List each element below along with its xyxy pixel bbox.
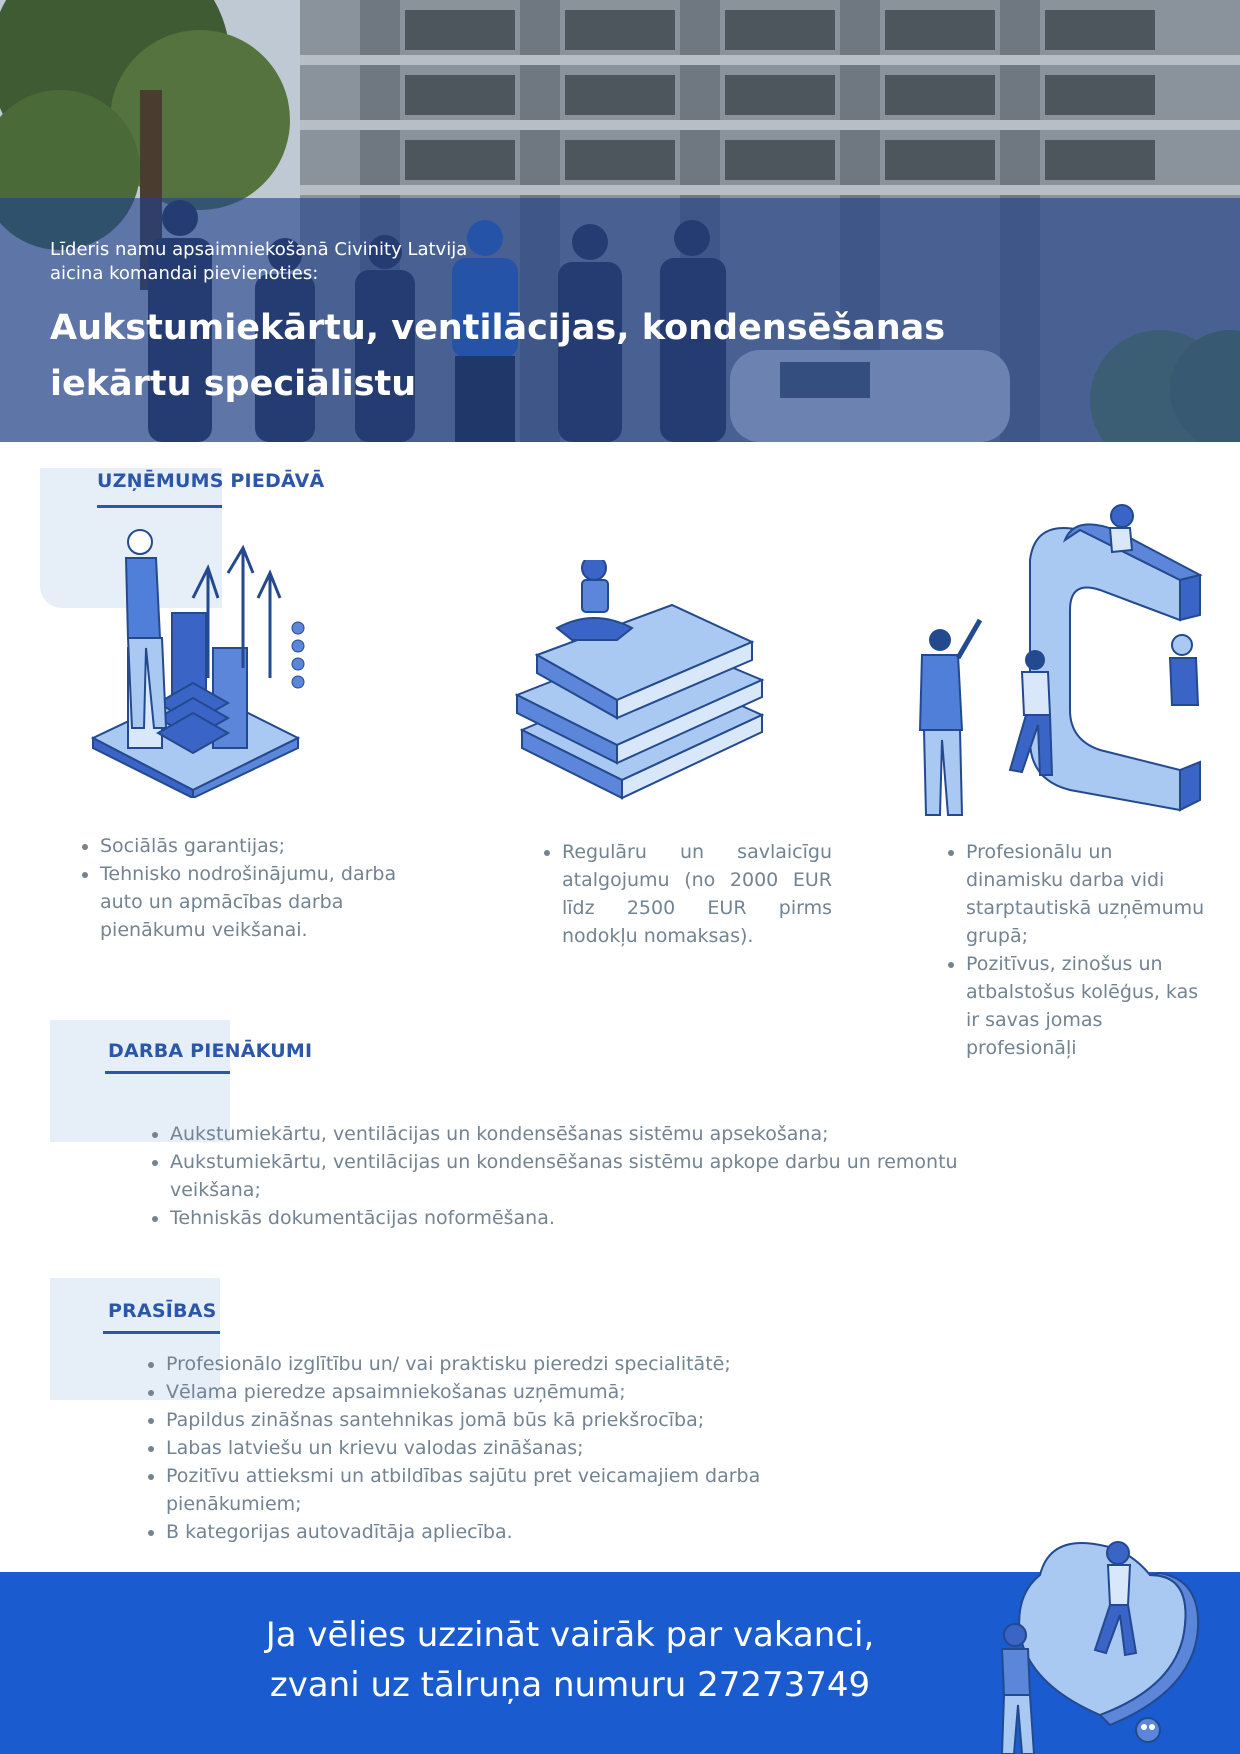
offers-heading: UZŅĒMUMS PIEDĀVĀ	[97, 470, 325, 492]
team-heart-illustration	[980, 1535, 1210, 1754]
hero-banner	[0, 0, 1240, 442]
page-title-line-1: Aukstumiekārtu, ventilācijas, kondensēšanas	[50, 308, 946, 348]
list-item: • Vēlama pieredze apsaimniekošanas uzņēmumā;	[166, 1378, 806, 1406]
list-item: • Pozitīvus, zinošus un atbalstošus kolēģus, kas ir savas jomas profesionāļi	[966, 950, 1206, 1062]
footer-line-1: Ja vēlies uzzināt vairāk par vakanci,	[265, 1615, 875, 1655]
hero-intro-line-1: Līderis namu apsaimniekošanā Civinity Latvija	[50, 239, 468, 260]
list-item: • Papildus zināšnas santehnikas jomā būs kā priekšrocība;	[166, 1406, 806, 1434]
requirements-list	[140, 1350, 806, 1546]
list-item: • Pozitīvu attieksmi un atbildības sajūtu pret veicamajiem darba pienākumiem;	[166, 1462, 806, 1518]
hero-intro-line-2: aicina komandai pievienoties:	[50, 263, 319, 284]
footer-line-2: zvani uz tālruņa numuru 27273749	[269, 1665, 871, 1705]
team-letter-c-illustration	[900, 500, 1210, 830]
offers-heading-underline	[97, 505, 222, 508]
offers-list-col3	[940, 838, 1206, 1062]
list-item: • Regulāru un savlaicīgu atalgojumu (no 2000 EUR līdz 2500 EUR pirms nodokļu nomaksas).	[562, 838, 832, 950]
hero-intro	[50, 238, 570, 286]
list-item: • Aukstumiekārtu, ventilācijas un kondensēšanas sistēmu apsekošana;	[170, 1120, 1000, 1148]
list-item: • Sociālās garantijas;	[100, 832, 400, 860]
list-item: • Profesionālo izglītību un/ vai praktisku pieredzi specialitātē;	[166, 1350, 806, 1378]
books-reader-illustration	[512, 560, 772, 805]
list-item: • Aukstumiekārtu, ventilācijas un kondensēšanas sistēmu apkope darbu un remontu veikšana;	[170, 1148, 1000, 1204]
offers-list-col2	[536, 838, 832, 950]
growth-chart-illustration	[88, 528, 318, 798]
list-item: • Labas latviešu un krievu valodas zināšanas;	[166, 1434, 806, 1462]
requirements-heading: PRASĪBAS	[108, 1300, 217, 1322]
list-item: • Profesionālu un dinamisku darba vidi starptautiskā uzņēmumu grupā;	[966, 838, 1206, 950]
offers-list-col1	[74, 832, 400, 944]
list-item: • Tehnisko nodrošinājumu, darba auto un apmācības darba pienākumu veikšanai.	[100, 860, 400, 944]
duties-heading-underline	[105, 1071, 230, 1074]
footer-contact-text	[180, 1610, 960, 1710]
page-title-line-2: iekārtu speciālistu	[50, 364, 417, 404]
list-item: • B kategorijas autovadītāja apliecība.	[166, 1518, 806, 1546]
duties-heading: DARBA PIENĀKUMI	[108, 1040, 313, 1062]
duties-list	[144, 1120, 1000, 1232]
list-item: • Tehniskās dokumentācijas noformēšana.	[170, 1204, 1000, 1232]
page-title	[50, 300, 950, 412]
requirements-heading-underline	[103, 1331, 220, 1334]
